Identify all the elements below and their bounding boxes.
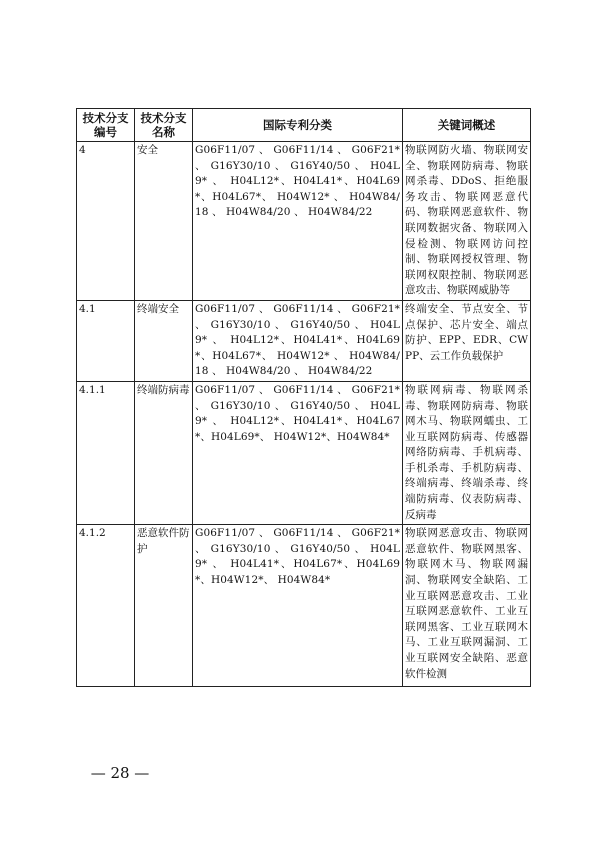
page-number: — 28 — xyxy=(90,764,150,782)
keywords: 物联网病毒、物联网杀毒、物联网防病毒、物联网木马、物联网蠕虫、工业互联网防病毒、传感器网络防病毒、手机病毒、手机杀毒、手机防病毒、终端病毒、终端杀毒、终端防病毒、仪表防病毒、反病毒 xyxy=(403,381,531,524)
header-keywords: 关键词概述 xyxy=(403,109,531,142)
table-row xyxy=(77,142,531,301)
keywords: 物联网防火墙、物联网安全、物联网防病毒、物联网杀毒、DDoS、拒绝服务攻击、物联网恶意代码、物联网恶意软件、物联网数据灾备、物联网入侵检测、物联网访问控制、物联网授权管理、物联网权限控制、物联网恶意攻击、物联网威胁等 xyxy=(403,142,531,301)
header-branch-name: 技术分支名称 xyxy=(135,109,193,142)
table-header-row xyxy=(77,109,531,142)
branch-name: 恶意软件防护 xyxy=(135,525,193,687)
branch-number: 4.1.1 xyxy=(77,381,135,524)
patent-classification-table xyxy=(76,108,531,687)
branch-name: 终端防病毒 xyxy=(135,381,193,524)
branch-name: 终端安全 xyxy=(135,300,193,381)
branch-number: 4.1.2 xyxy=(77,525,135,687)
header-ipc: 国际专利分类 xyxy=(193,109,403,142)
header-branch-number: 技术分支编号 xyxy=(77,109,135,142)
ipc-codes: G06F11/07 、 G06F11/14 、 G06F21* 、 G16Y30/10 、 G16Y40/50 、 H04L9* 、 H04L12*、H04L41*、H04L69*、H04L67*、 H04W12* 、 H04W84/18 、 H04W84/20 、 H04W84/22 xyxy=(193,142,403,301)
ipc-codes: G06F11/07 、 G06F11/14 、 G06F21* 、 G16Y30/10 、 G16Y40/50 、 H04L9* 、 H04L41*、H04L67*、H04L69*、H04W12*、 H04W84* xyxy=(193,525,403,687)
ipc-codes: G06F11/07 、 G06F11/14 、 G06F21* 、 G16Y30/10 、 G16Y40/50 、 H04L9* 、 H04L12*、H04L41*、H04L67*、H04L69*、 H04W12*、H04W84* xyxy=(193,381,403,524)
table-row xyxy=(77,381,531,524)
branch-number: 4.1 xyxy=(77,300,135,381)
ipc-codes: G06F11/07 、 G06F11/14 、 G06F21* 、 G16Y30/10 、 G16Y40/50 、 H04L9* 、 H04L12*、H04L41*、H04L69*、H04L67*、 H04W12* 、 H04W84/18 、 H04W84/20 、 H04W84/22 xyxy=(193,300,403,381)
table-row xyxy=(77,300,531,381)
branch-number: 4 xyxy=(77,142,135,301)
keywords: 物联网恶意攻击、物联网恶意软件、物联网黑客、物联网木马、物联网漏洞、物联网安全缺陷、工业互联网恶意攻击、工业互联网恶意软件、工业互联网黑客、工业互联网木马、工业互联网漏洞、工业互联网安全缺陷、恶意软件检测 xyxy=(403,525,531,687)
table-row xyxy=(77,525,531,687)
branch-name: 安全 xyxy=(135,142,193,301)
keywords: 终端安全、节点安全、节点保护、芯片安全、端点防护、EPP、EDR、CWPP、云工作负载保护 xyxy=(403,300,531,381)
